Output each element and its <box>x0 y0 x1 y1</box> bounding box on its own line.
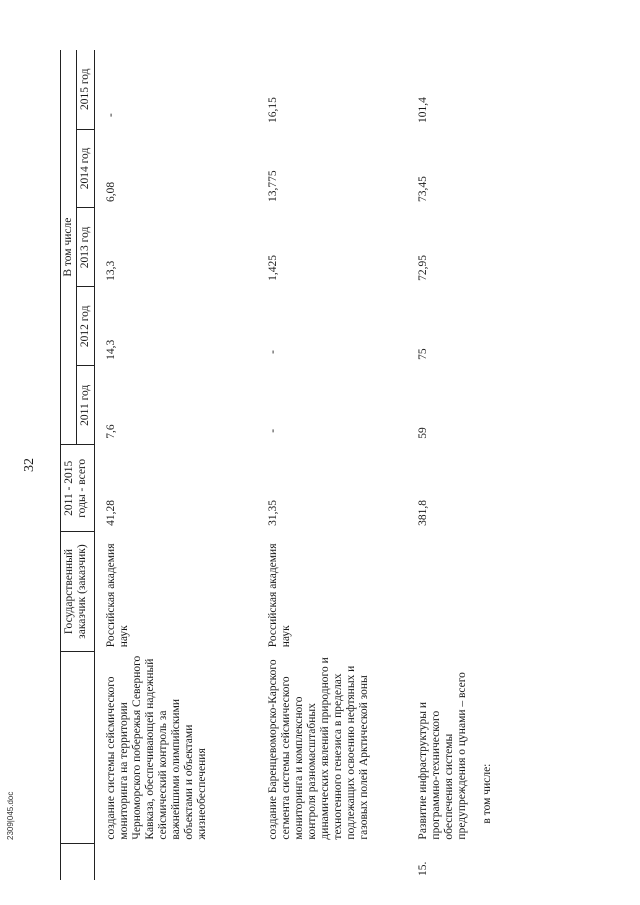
header-year-2011: 2011 год <box>77 366 95 445</box>
table-row <box>265 50 415 880</box>
header-num <box>61 844 95 880</box>
rotated-content <box>22 50 620 880</box>
row-num <box>95 844 265 880</box>
header-customer: Государственный заказчик (заказчик) <box>61 532 95 651</box>
row-2013: 72,95 <box>416 255 429 281</box>
row-customer: Российская академия наук <box>266 543 292 648</box>
header-total: 2011 - 2015 годы - всего <box>61 445 95 532</box>
row-name: создание системы сейсмического мониторинга на территории Черноморского побережья Северного Кавказа, обеспечивающей надежный сейсмический контроль за важнейшими олимпийскими объектами и объектами жизнеобеспечения <box>105 655 208 840</box>
table-row <box>95 50 265 880</box>
funding-table <box>60 50 519 880</box>
row-customer <box>415 532 479 651</box>
row-num <box>265 844 415 880</box>
row-2011: - <box>266 428 279 433</box>
row-2014: 6,08 <box>105 181 117 202</box>
header-year-2015: 2015 год <box>77 50 95 129</box>
row-total: 41,28 <box>105 499 117 526</box>
page-number: 32 <box>22 458 37 472</box>
row-2014: 13,775 <box>266 170 279 202</box>
row-total <box>479 445 519 532</box>
header-year-2013: 2013 год <box>77 208 95 287</box>
row-2014: 73,45 <box>416 176 429 202</box>
row-2015: - <box>105 113 117 118</box>
row-2011 <box>479 366 519 445</box>
header-year-2012: 2012 год <box>77 287 95 366</box>
table-row <box>479 50 519 880</box>
row-2011: 59 <box>416 427 429 439</box>
row-customer: Российская академия наук <box>105 543 130 648</box>
row-2012: - <box>266 349 279 354</box>
row-customer <box>479 532 519 651</box>
row-total: 381,8 <box>416 499 429 526</box>
row-name: в том числе: <box>480 763 493 824</box>
row-2014 <box>479 129 519 208</box>
row-2012: 75 <box>416 348 429 360</box>
header-including: В том числе <box>61 50 77 445</box>
row-2013: 13,3 <box>105 260 117 281</box>
table-row <box>415 50 479 880</box>
table-header-row <box>61 50 77 880</box>
row-2011: 7,6 <box>105 424 117 439</box>
row-2015: 101,4 <box>416 97 429 124</box>
document-file-id: 2309|045.doc <box>6 791 15 840</box>
header-year-2014: 2014 год <box>77 129 95 208</box>
row-total: 31,35 <box>266 499 279 526</box>
row-2015 <box>479 50 519 129</box>
row-2013 <box>479 208 519 287</box>
row-num: 15. <box>416 861 429 876</box>
row-2013: 1,425 <box>266 255 279 281</box>
row-name: создание Баренцевоморско-Карского сегмента системы сейсмического мониторинга и комплексного контроля разномасштабных динамических явлений природного и техногенного генезиса в пределах подлежащих освоению нефтяных и газовых полей Арктической зоны <box>266 657 370 840</box>
row-2012 <box>479 287 519 366</box>
header-name <box>61 651 95 843</box>
row-num <box>479 844 519 880</box>
row-2012: 14,3 <box>105 339 117 360</box>
row-name: Развитие инфраструктуры и программно-технического обеспечения системы предупреждения о цунами – всего <box>416 672 468 840</box>
row-2015: 16,15 <box>266 97 279 124</box>
